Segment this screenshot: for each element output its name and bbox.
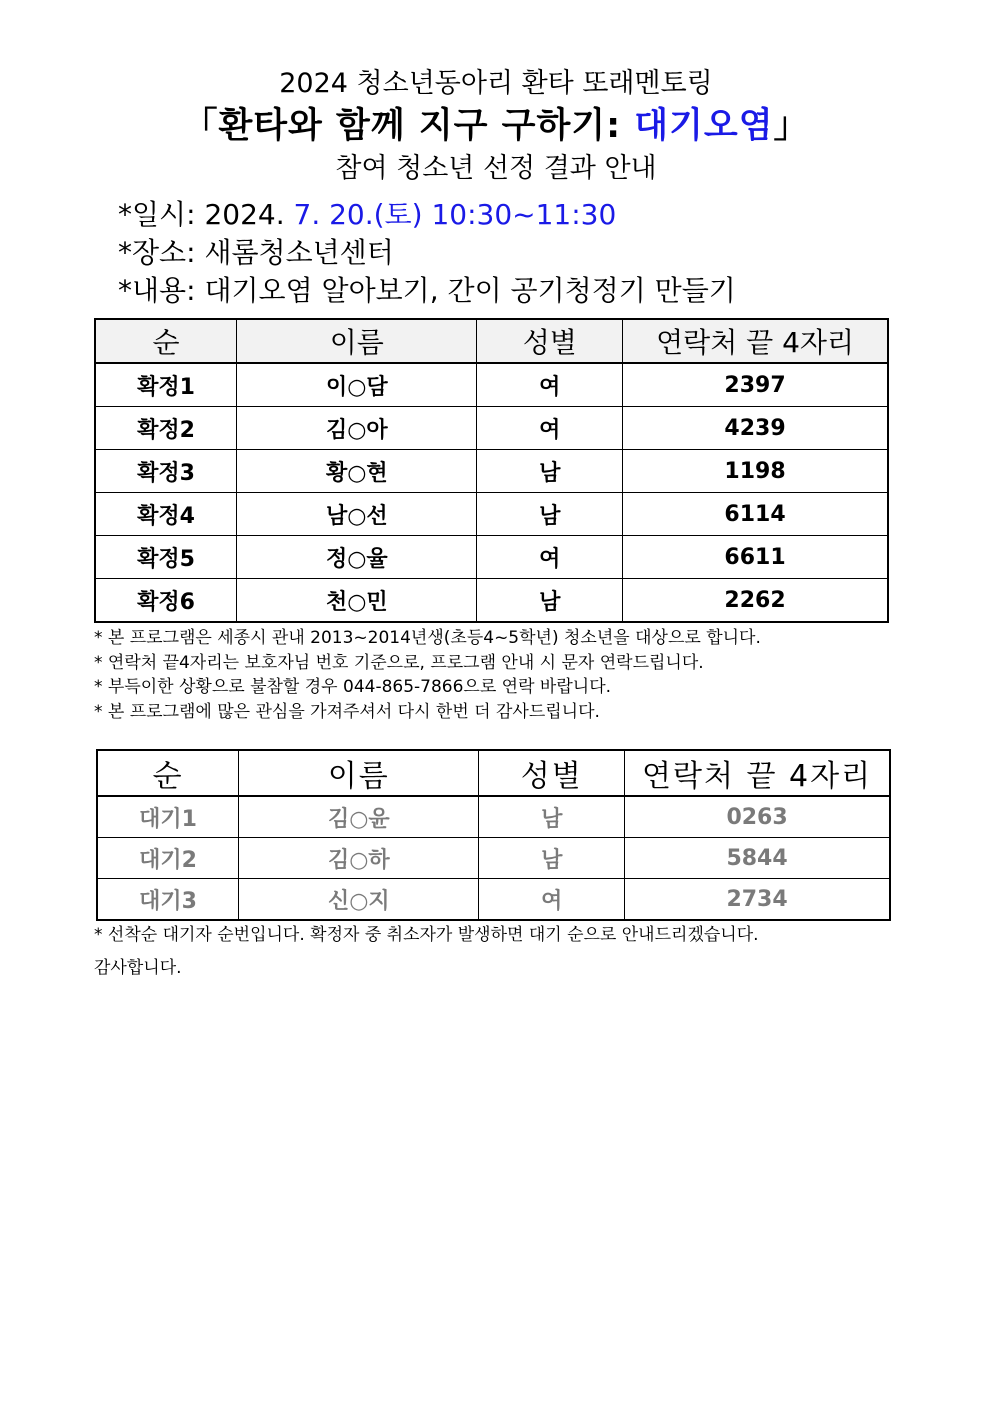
cell-order: 대기3 bbox=[97, 879, 239, 921]
title-line3: 참여 청소년 선정 결과 안내 bbox=[335, 153, 657, 184]
table-row bbox=[97, 796, 890, 838]
info-date-label: *일시: bbox=[118, 198, 205, 231]
cell-phone: 5844 bbox=[625, 838, 890, 879]
title-block bbox=[0, 64, 992, 190]
cell-phone: 1198 bbox=[623, 450, 888, 493]
cell-phone: 4239 bbox=[623, 407, 888, 450]
title-line2-highlight: 대기오염 bbox=[634, 106, 774, 146]
table-row bbox=[95, 579, 888, 623]
cell-phone: 2734 bbox=[625, 879, 890, 921]
waiting-notes bbox=[94, 919, 954, 985]
header-phone: 연락처 끝 4자리 bbox=[625, 750, 890, 796]
header-gender: 성별 bbox=[477, 319, 623, 363]
header-name: 이름 bbox=[237, 319, 477, 363]
cell-phone: 0263 bbox=[625, 796, 890, 838]
cell-phone: 2262 bbox=[623, 579, 888, 623]
cell-gender: 남 bbox=[479, 796, 625, 838]
info-content-label: *내용: bbox=[118, 274, 205, 307]
cell-gender: 남 bbox=[479, 838, 625, 879]
cell-name: 김○윤 bbox=[239, 796, 479, 838]
waiting-header-row bbox=[97, 750, 890, 796]
cell-name: 김○하 bbox=[239, 838, 479, 879]
cell-order: 확정1 bbox=[95, 363, 237, 407]
info-date-prefix: 2024. bbox=[204, 198, 294, 231]
cell-gender: 여 bbox=[477, 363, 623, 407]
header-order: 순 bbox=[95, 319, 237, 363]
table-row bbox=[95, 536, 888, 579]
cell-gender: 남 bbox=[477, 579, 623, 623]
info-content bbox=[118, 272, 918, 310]
cell-gender: 남 bbox=[477, 450, 623, 493]
note-line: * 선착순 대기자 순번입니다. 확정자 중 취소자가 발생하면 대기 순으로 안내드리겠습니다. bbox=[94, 925, 759, 945]
cell-gender: 여 bbox=[477, 536, 623, 579]
cell-gender: 여 bbox=[477, 407, 623, 450]
cell-name: 정○율 bbox=[237, 536, 477, 579]
title-line1: 2024 청소년동아리 환타 또래멘토링 bbox=[279, 68, 713, 99]
cell-order: 확정4 bbox=[95, 493, 237, 536]
cell-name: 이○담 bbox=[237, 363, 477, 407]
header-phone: 연락처 끝 4자리 bbox=[623, 319, 888, 363]
info-date bbox=[118, 196, 918, 234]
table-row bbox=[95, 450, 888, 493]
header-order: 순 bbox=[97, 750, 239, 796]
cell-order: 대기2 bbox=[97, 838, 239, 879]
note-line: * 본 프로그램에 많은 관심을 가져주셔서 다시 한번 더 감사드립니다. bbox=[94, 701, 600, 722]
title-line2-suffix: 」 bbox=[773, 106, 810, 146]
note-line: * 본 프로그램은 세종시 관내 2013~2014년생(초등4~5학년) 청소년을 대상으로 합니다. bbox=[94, 628, 761, 648]
cell-order: 확정2 bbox=[95, 407, 237, 450]
cell-phone: 2397 bbox=[623, 363, 888, 407]
cell-gender: 남 bbox=[477, 493, 623, 536]
cell-phone: 6114 bbox=[623, 493, 888, 536]
note-line: * 연락처 끝4자리는 보호자님 번호 기준으로, 프로그램 안내 시 문자 연락드립니다. bbox=[94, 652, 704, 673]
info-place-value: 새롬청소년센터 bbox=[204, 236, 394, 269]
cell-order: 확정6 bbox=[95, 579, 237, 623]
header-gender: 성별 bbox=[479, 750, 625, 796]
title-line2 bbox=[0, 104, 992, 148]
cell-phone: 6611 bbox=[623, 536, 888, 579]
table-row bbox=[95, 407, 888, 450]
title-line2-prefix: 「환타와 함께 지구 구하기: bbox=[182, 106, 635, 146]
table-row bbox=[97, 838, 890, 879]
confirmed-header-row bbox=[95, 319, 888, 363]
cell-order: 확정3 bbox=[95, 450, 237, 493]
waiting-table bbox=[96, 749, 891, 921]
cell-name: 신○지 bbox=[239, 879, 479, 921]
notes bbox=[94, 626, 954, 724]
confirmed-table bbox=[94, 318, 889, 623]
note-line: 감사합니다. bbox=[94, 958, 182, 978]
info-place-label: *장소: bbox=[118, 236, 205, 269]
table-row bbox=[95, 493, 888, 536]
header-name: 이름 bbox=[239, 750, 479, 796]
cell-name: 황○현 bbox=[237, 450, 477, 493]
cell-name: 천○민 bbox=[237, 579, 477, 623]
cell-order: 확정5 bbox=[95, 536, 237, 579]
info-place bbox=[118, 234, 918, 272]
cell-name: 남○선 bbox=[237, 493, 477, 536]
table-row bbox=[95, 363, 888, 407]
info-content-value: 대기오염 알아보기, 간이 공기청정기 만들기 bbox=[204, 274, 736, 307]
info-date-value: 7. 20.(토) 10:30~11:30 bbox=[293, 198, 617, 231]
cell-name: 김○아 bbox=[237, 407, 477, 450]
cell-order: 대기1 bbox=[97, 796, 239, 838]
cell-gender: 여 bbox=[479, 879, 625, 921]
table-row bbox=[97, 879, 890, 921]
event-info bbox=[118, 196, 918, 310]
note-line: * 부득이한 상황으로 불참할 경우 044-865-7866으로 연락 바랍니다. bbox=[94, 677, 612, 697]
